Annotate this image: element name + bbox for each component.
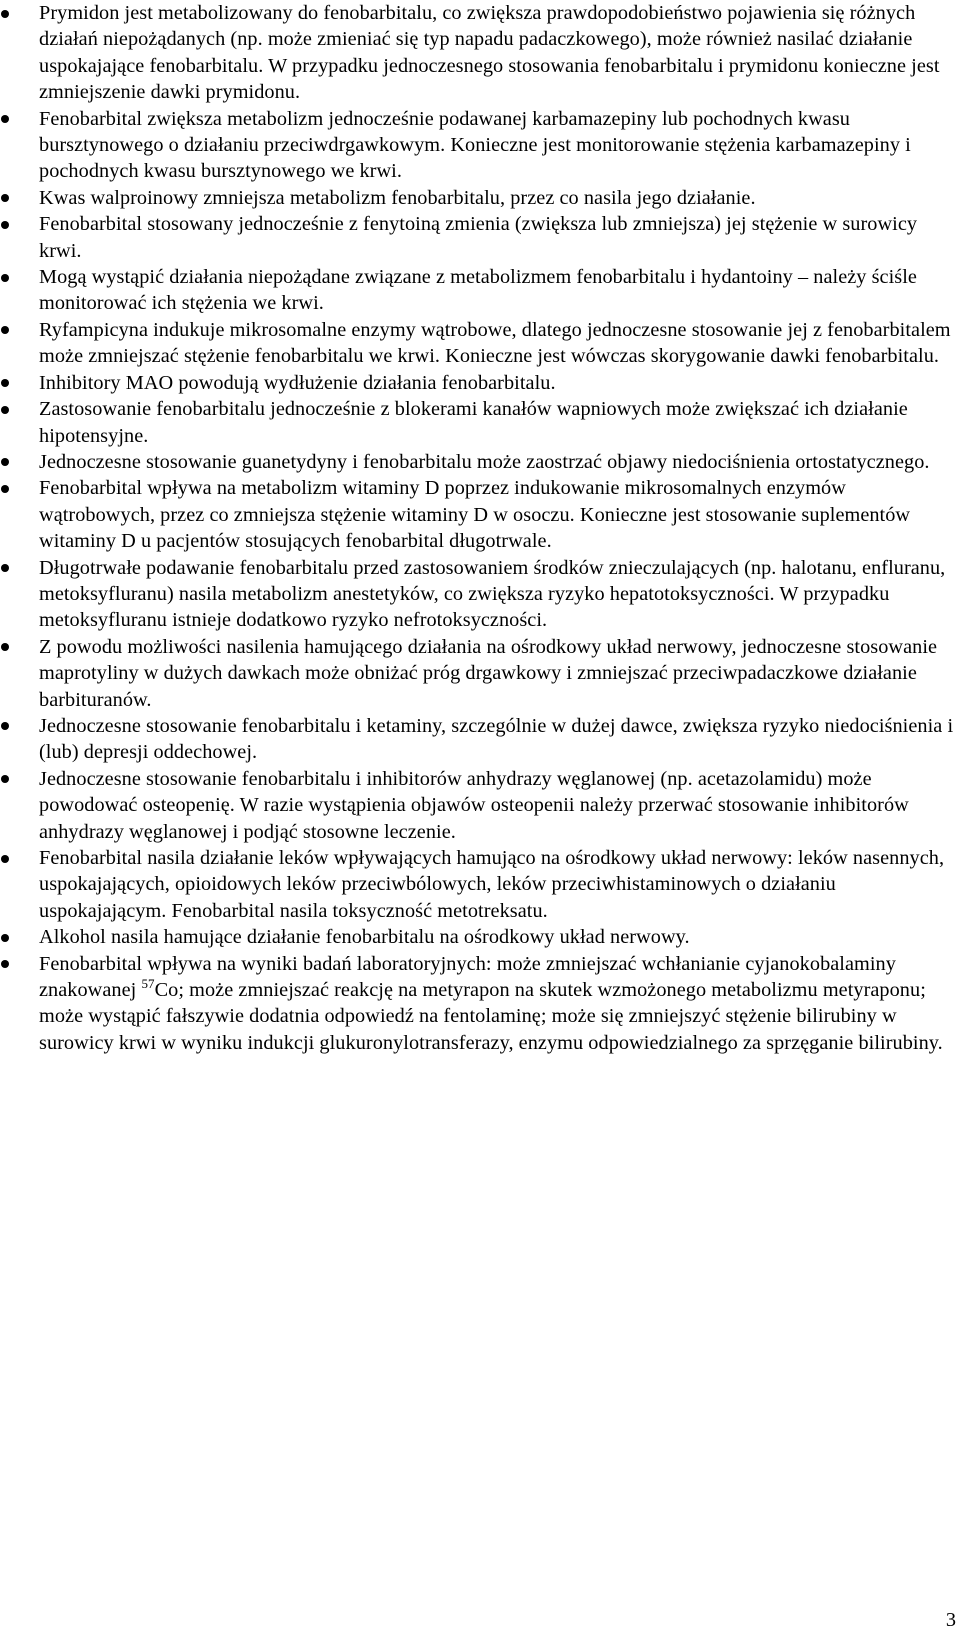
- list-item: [0, 370, 960, 396]
- list-item: [0, 555, 960, 634]
- bullet-icon: [1, 934, 9, 942]
- list-item-text: Fenobarbital wpływa na metabolizm witaminy D poprzez indukowanie mikrosomalnych enzymów wątrobowych, przez co zmniejsza stężenie witaminy D w osoczu. Konieczne jest stosowanie suplementów witaminy D u pacjentów stosujących fenobarbital długotrwale.: [39, 477, 911, 553]
- bullet-icon: [1, 564, 9, 572]
- list-item: [0, 924, 960, 950]
- list-item-text: [39, 953, 943, 1054]
- list-item-text: Mogą wystąpić działania niepożądane związane z metabolizmem fenobarbitalu i hydantoiny – należy ściśle monitorować ich stężenia we krwi.: [39, 266, 917, 315]
- list-item: [0, 106, 960, 185]
- lab-tests-text-end: Co; może zmniejszać reakcję na metyrapon na skutek wzmożonego metabolizmu metyraponu; może wystąpić fałszywie dodatnia odpowiedź na fentolaminę; może się zmniejszyć stężenie bilirubiny w surowicy krwi w wyniku indukcji glukuronylotransferazy, enzymu odpowiedzialnego za sprzęganie bilirubiny.: [39, 979, 943, 1054]
- bullet-icon: [1, 855, 9, 863]
- list-item-text: Z powodu możliwości nasilenia hamującego działania na ośrodkowy układ nerwowy, jednoczesne stosowanie maprotyliny w dużych dawkach może obniżać próg drgawkowy i zmniejszać przeciwpadaczkowe działanie barbituranów.: [39, 635, 938, 711]
- list-item-text: Fenobarbital nasila działanie leków wpływających hamująco na ośrodkowy układ nerwowy: leków nasennych, uspokajających, opioidowych leków przeciwbólowych, leków przeciwhistaminowych o działaniu uspokajającym. Fenobarbital nasila toksyczność metotreksatu.: [39, 847, 945, 922]
- list-item: [0, 951, 960, 1057]
- list-item: [0, 211, 960, 264]
- list-item: [0, 185, 960, 211]
- list-item: [0, 396, 960, 449]
- list-item: [0, 317, 960, 370]
- list-item-text: Jednoczesne stosowanie guanetydyny i fenobarbitalu może zaostrzać objawy niedociśnienia ortostatycznego.: [39, 450, 930, 473]
- bullet-icon: [1, 194, 9, 202]
- list-item: [0, 713, 960, 766]
- list-item-text: Ryfampicyna indukuje mikrosomalne enzymy wątrobowe, dlatego jednoczesne stosowanie jej z fenobarbitalem może zmniejszać stężenie fenobarbitalu we krwi. Konieczne jest wówczas skorygowanie dawki fenobarbitalu.: [39, 318, 951, 368]
- list-item-text: Fenobarbital stosowany jednocześnie z fenytoiną zmienia (zwiększa lub zmniejsza) jej stężenie w surowicy krwi.: [39, 213, 918, 262]
- bullet-icon: [1, 326, 9, 334]
- list-item: [0, 0, 960, 106]
- bullet-icon: [1, 960, 9, 968]
- bullet-icon: [1, 643, 9, 651]
- bullet-icon: [1, 458, 9, 466]
- list-item: [0, 766, 960, 845]
- list-item-text: Alkohol nasila hamujące działanie fenobarbitalu na ośrodkowy układ nerwowy.: [39, 926, 690, 949]
- list-item-text: Długotrwałe podawanie fenobarbitalu przed zastosowaniem środków znieczulających (np. halotanu, enfluranu, metoksyfluranu) nasila metabolizm anestetyków, co zwiększa ryzyko hepatotoksyczności. W przypadku metoksyfluranu istnieje dodatkowo ryzyko nefrotoksyczności.: [39, 556, 946, 632]
- list-item: [0, 264, 960, 317]
- list-item-text: Kwas walproinowy zmniejsza metabolizm fenobarbitalu, przez co nasila jego działanie.: [39, 186, 756, 209]
- list-item-text: Prymidon jest metabolizowany do fenobarbitalu, co zwiększa prawdopodobieństwo pojawienia się różnych działań niepożądanych (np. może zmieniać się typ napadu padaczkowego), może również nasilać działanie uspokajające fenobarbitalu. W przypadku jednoczesnego stosowania fenobarbitalu i prymidonu konieczne jest zmniejszenie dawki prymidonu.: [39, 2, 940, 104]
- list-item-text: Jednoczesne stosowanie fenobarbitalu i ketaminy, szczególnie w dużej dawce, zwiększa ryzyko niedociśnienia i (lub) depresji oddechowej.: [39, 714, 954, 764]
- bullet-icon: [1, 775, 9, 783]
- bullet-icon: [1, 379, 9, 387]
- list-item-text: Inhibitory MAO powodują wydłużenie działania fenobarbitalu.: [39, 371, 556, 394]
- list-item-text: Jednoczesne stosowanie fenobarbitalu i inhibitorów anhydrazy węglanowej (np. acetazolamidu) może powodować osteopenię. W razie wystąpienia objawów osteopenii należy przerwać stosowanie inhibitorów anhydrazy węglanowej i podjąć stosowne leczenie.: [39, 767, 909, 843]
- list-item: [0, 449, 960, 475]
- isotope-superscript: 57: [141, 976, 155, 992]
- list-item-text: Fenobarbital zwiększa metabolizm jednocześnie podawanej karbamazepiny lub pochodnych kwasu bursztynowego o działaniu przeciwdrgawkowym. Konieczne jest monitorowanie stężenia karbamazepiny i pochodnych kwasu bursztynowego we krwi.: [39, 107, 911, 183]
- list-item: [0, 475, 960, 554]
- bullet-icon: [1, 221, 9, 229]
- list-item-text: Zastosowanie fenobarbitalu jednocześnie z blokerami kanałów wapniowych może zwiększać ich działanie hipotensyjne.: [39, 398, 908, 447]
- list-item: [0, 634, 960, 713]
- list-item: [0, 845, 960, 924]
- bullet-icon: [1, 722, 9, 730]
- bullet-icon: [1, 115, 9, 123]
- bullet-icon: [1, 274, 9, 282]
- lab-tests-text-start: Fenobarbital wpływa na wyniki badań laboratoryjnych: może zmniejszać wchłanianie cyjanokobalaminy znakowanej: [39, 952, 896, 1002]
- bullet-icon: [1, 485, 9, 493]
- bullet-icon: [1, 406, 9, 414]
- page-number: 3: [945, 1609, 956, 1631]
- bullet-icon: [1, 10, 9, 18]
